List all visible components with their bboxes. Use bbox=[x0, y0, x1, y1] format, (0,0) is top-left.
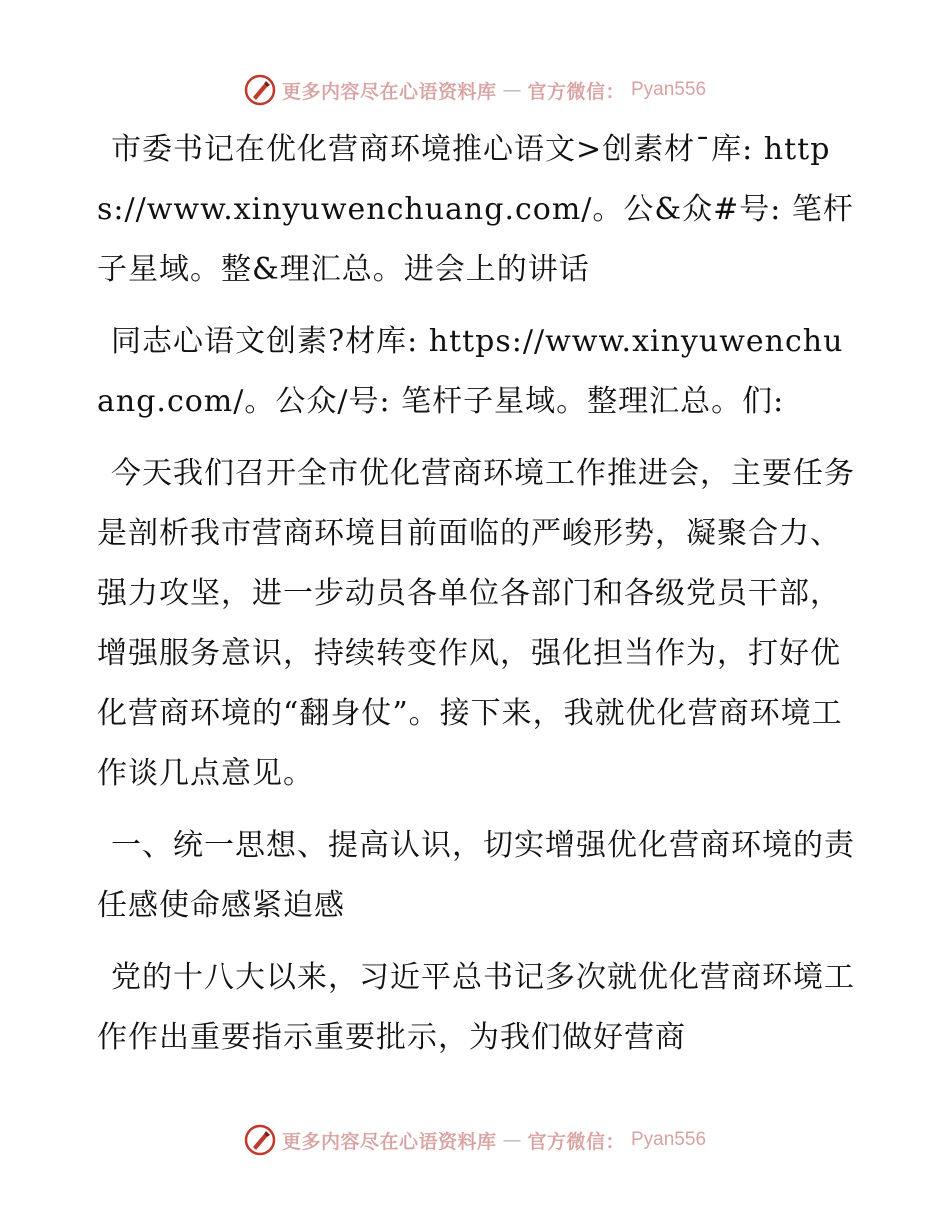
watermark-site-text: 更多内容尽在心语资料库 bbox=[281, 1130, 497, 1153]
watermark-separator: — bbox=[502, 79, 522, 101]
watermark-site-text: 更多内容尽在心语资料库 bbox=[281, 80, 497, 103]
footer-watermark bbox=[0, 1120, 950, 1160]
section-heading-1: 一、统一思想、提高认识，切实增强优化营商环境的责任感使命感紧迫感 bbox=[97, 828, 855, 923]
document-title-paragraph: 市委书记在优化营商环境推心语文>创素材¯库: https://www.xinyuwenchuang.com/。公&众#号: 笔杆子星域。整&理汇总。进会上的讲话 bbox=[97, 132, 854, 287]
pen-logo-icon bbox=[244, 1124, 276, 1156]
watermark-wechat-id: Pyan556 bbox=[631, 79, 707, 100]
body-paragraph: 党的十八大以来，习近平总书记多次就优化营商环境工作作出重要指示重要批示，为我们做好营商 bbox=[97, 960, 855, 1055]
watermark-official-text: 官方微信： bbox=[527, 1130, 625, 1153]
pen-logo-icon bbox=[244, 74, 276, 106]
intro-paragraph: 今天我们召开全市优化营商环境工作推进会，主要任务是剖析我市营商环境目前面临的严峻形势，凝聚合力、强力攻坚，进一步动员各单位各部门和各级党员干部，增强服务意识，持续转变作风，强化担当作为，打好优化营商环境的“翻身仗”。接下来，我就优化营商环境工作谈几点意见。 bbox=[97, 456, 855, 791]
watermark-wechat-id: Pyan556 bbox=[631, 1129, 707, 1150]
watermark-official-text: 官方微信： bbox=[527, 80, 625, 103]
watermark-separator: — bbox=[502, 1129, 522, 1151]
document-body bbox=[97, 120, 857, 1080]
salutation-paragraph: 同志心语文创素?材库: https://www.xinyuwenchuang.com/。公众/号: 笔杆子星域。整理汇总。们: bbox=[97, 324, 844, 419]
header-watermark bbox=[0, 70, 950, 110]
